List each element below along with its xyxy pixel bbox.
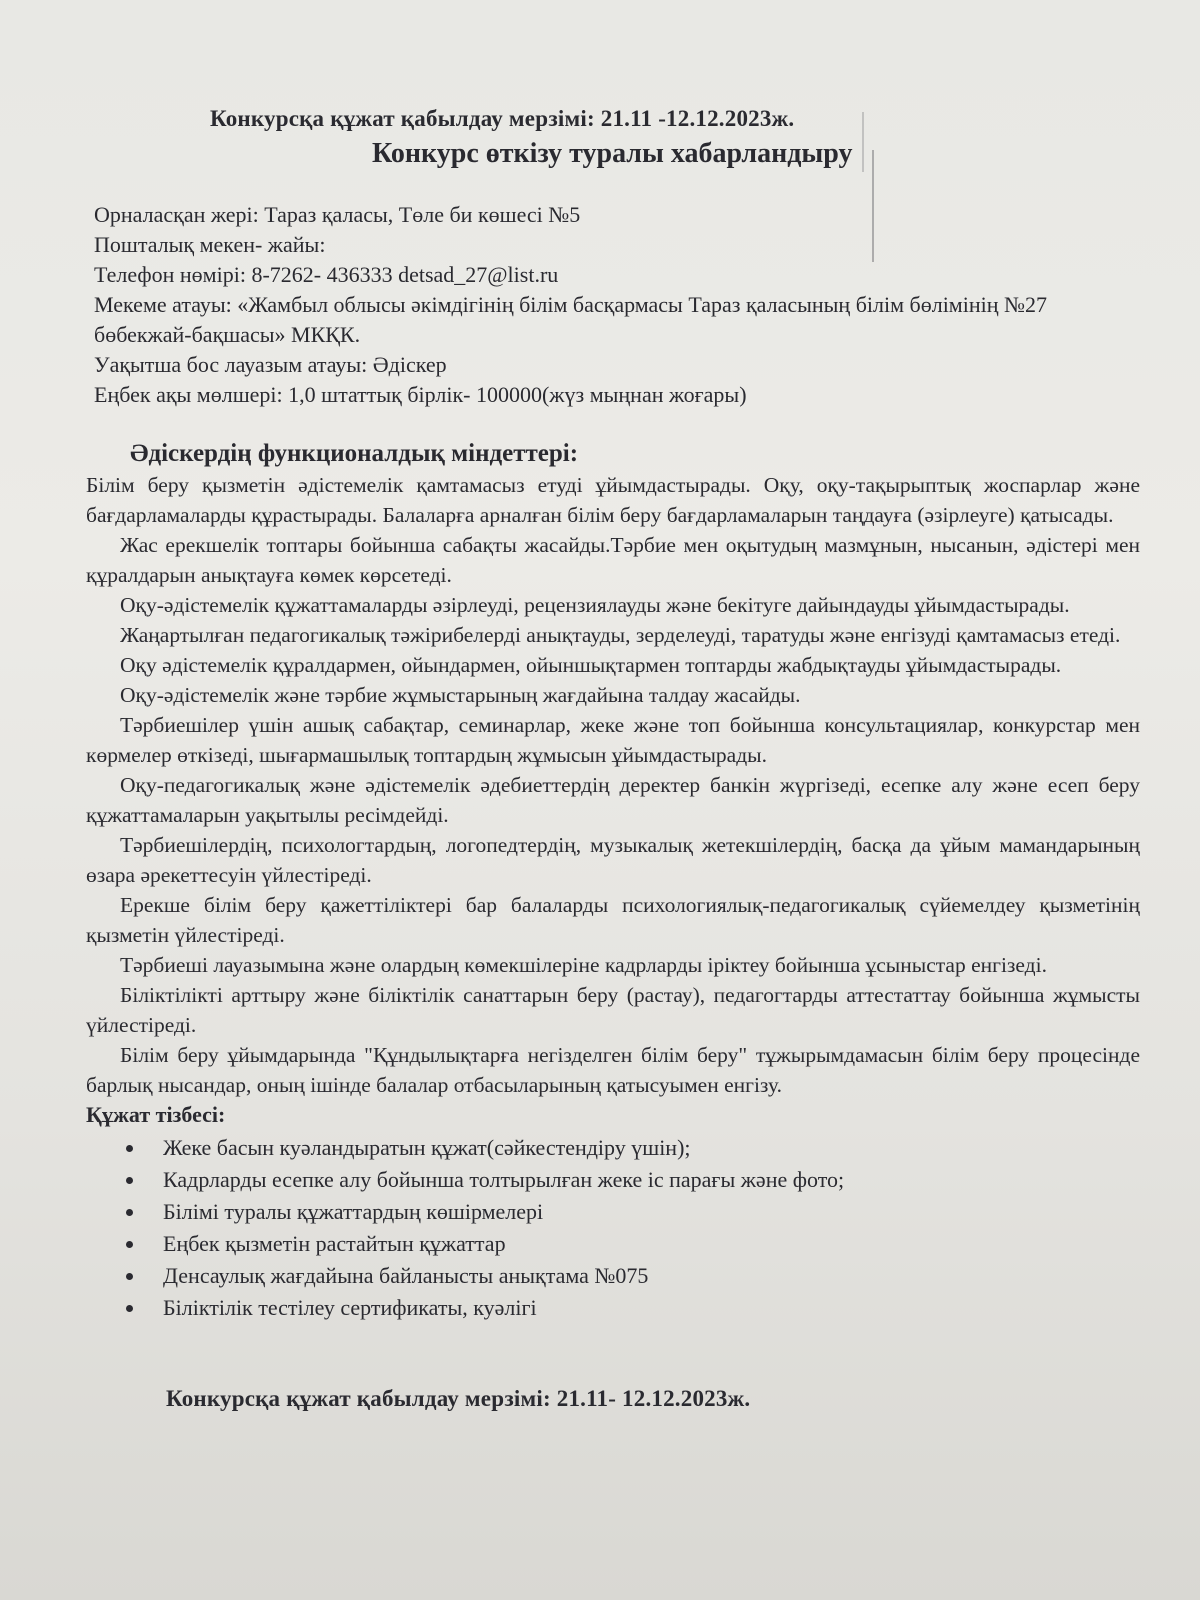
documents-heading: Құжат тізбесі: bbox=[86, 1102, 226, 1127]
info-block bbox=[86, 200, 1140, 410]
paper-fold-line bbox=[872, 150, 874, 262]
info-postal: Пошталық мекен- жайы: bbox=[94, 232, 326, 257]
duty-paragraph: Оқу әдістемелік құралдармен, ойындармен, ойыншықтармен топтарды жабдықтауды ұйымдастырады. bbox=[120, 653, 1062, 677]
announcement-title: Конкурс өткізу туралы хабарландыру bbox=[372, 138, 853, 169]
info-location: Орналасқан жері: Тараз қаласы, Төле би көшесі №5 bbox=[94, 202, 581, 227]
bullet-icon bbox=[126, 1305, 133, 1312]
list-item bbox=[126, 1260, 1140, 1292]
info-organization: Мекеме атауы: «Жамбыл облысы әкімдігінің білім басқармасы Тараз қаласының білім бөлімінің №27 бөбекжай-бақшасы» МКҚК. bbox=[94, 292, 1047, 347]
bullet-icon bbox=[126, 1241, 133, 1248]
documents-list bbox=[86, 1132, 1140, 1324]
bullet-icon bbox=[126, 1145, 133, 1152]
deadline-bottom: Конкурсқа құжат қабылдау мерзімі: 21.11- 12.12.2023ж. bbox=[166, 1386, 751, 1411]
info-salary: Еңбек ақы мөлшері: 1,0 штаттық бірлік- 100000(жүз мыңнан жоғары) bbox=[94, 382, 747, 407]
deadline-top: Конкурсқа құжат қабылдау мерзімі: 21.11 -12.12.2023ж. bbox=[210, 106, 795, 131]
duty-paragraph: Оқу-әдістемелік құжаттамаларды әзірлеуді, рецензиялауды және бекітуге дайындауды ұйымдастырады. bbox=[120, 593, 1070, 617]
duty-paragraph: Біліктілікті арттыру және біліктілік санаттарын беру (растау), педагогтарды аттестаттау бойынша жұмысты үйлестіреді. bbox=[86, 983, 1140, 1037]
document-item-label: Жеке басын куәландыратын құжат(сәйкестендіру үшін); bbox=[163, 1135, 691, 1160]
duty-paragraph: Жаңартылған педагогикалық тәжірибелерді анықтауды, зерделеуді, таратуды және енгізуді қамтамасыз етеді. bbox=[120, 623, 1121, 647]
duties-list bbox=[86, 470, 1140, 1100]
list-item bbox=[126, 1292, 1140, 1324]
list-item bbox=[126, 1228, 1140, 1260]
duty-paragraph: Тәрбиешілердің, психологтардың, логопедтердің, музыкалық жетекшілердің, басқа да ұйым мамандарының өзара әрекеттесуін үйлестіреді. bbox=[86, 833, 1140, 887]
info-vacancy: Уақытша бос лауазым атауы: Әдіскер bbox=[94, 352, 447, 377]
document-item-label: Білімі туралы құжаттардың көшірмелері bbox=[163, 1199, 544, 1224]
duties-heading: Әдіскердің функционалдық міндеттері: bbox=[130, 440, 579, 467]
document-item-label: Кадрларды есепке алу бойынша толтырылған жеке іс парағы және фото; bbox=[163, 1167, 845, 1192]
list-item bbox=[126, 1164, 1140, 1196]
paper-fold-line bbox=[862, 112, 864, 172]
duty-paragraph: Тәрбиеші лауазымына және олардың көмекшілеріне кадрларды іріктеу бойынша ұсыныстар енгізеді. bbox=[120, 953, 1047, 977]
document-item-label: Денсаулық жағдайына байланысты анықтама №075 bbox=[163, 1263, 649, 1288]
duty-paragraph: Білім беру ұйымдарында "Құндылықтарға негізделген білім беру" тұжырымдамасын білім беру процесінде барлық нысандар, оның ішінде балалар отбасыларының қатысуымен енгізу. bbox=[86, 1043, 1140, 1097]
duty-paragraph: Білім беру қызметін әдістемелік қамтамасыз етуді ұйымдастырады. Оқу, оқу-тақырыптық жоспарлар және бағдарламаларды құрастырады. Балаларға арналған білім беру бағдарламаларын таңдауға (әзірлеуге) қатысады. bbox=[86, 473, 1140, 527]
list-item bbox=[126, 1132, 1140, 1164]
info-phone: Телефон нөмірі: 8-7262- 436333 detsad_27@list.ru bbox=[94, 262, 559, 287]
bullet-icon bbox=[126, 1273, 133, 1280]
duty-paragraph: Оқу-әдістемелік және тәрбие жұмыстарының жағдайына талдау жасайды. bbox=[120, 683, 801, 707]
bullet-icon bbox=[126, 1209, 133, 1216]
list-item bbox=[126, 1196, 1140, 1228]
duty-paragraph: Оқу-педагогикалық және әдістемелік әдебиеттердің деректер банкін жүргізеді, есепке алу және есеп беру құжаттамаларын уақытылы ресімдейді. bbox=[86, 773, 1140, 827]
duty-paragraph: Жас ерекшелік топтары бойынша сабақты жасайды.Тәрбие мен оқытудың мазмұнын, нысанын, әдістері мен құралдарын анықтауға көмек көрсетеді. bbox=[86, 533, 1140, 587]
document-item-label: Біліктілік тестілеу сертификаты, куәлігі bbox=[163, 1295, 537, 1320]
bullet-icon bbox=[126, 1177, 133, 1184]
duty-paragraph: Тәрбиешілер үшін ашық сабақтар, семинарлар, жеке және топ бойынша консультациялар, конкурстар мен көрмелер өткізеді, шығармашылық топтардың жұмысын ұйымдастырады. bbox=[86, 713, 1140, 767]
duty-paragraph: Ерекше білім беру қажеттіліктері бар балаларды психологиялық-педагогикалық сүйемелдеу қызметінің қызметін үйлестіреді. bbox=[86, 893, 1140, 947]
document-item-label: Еңбек қызметін растайтын құжаттар bbox=[163, 1231, 506, 1256]
